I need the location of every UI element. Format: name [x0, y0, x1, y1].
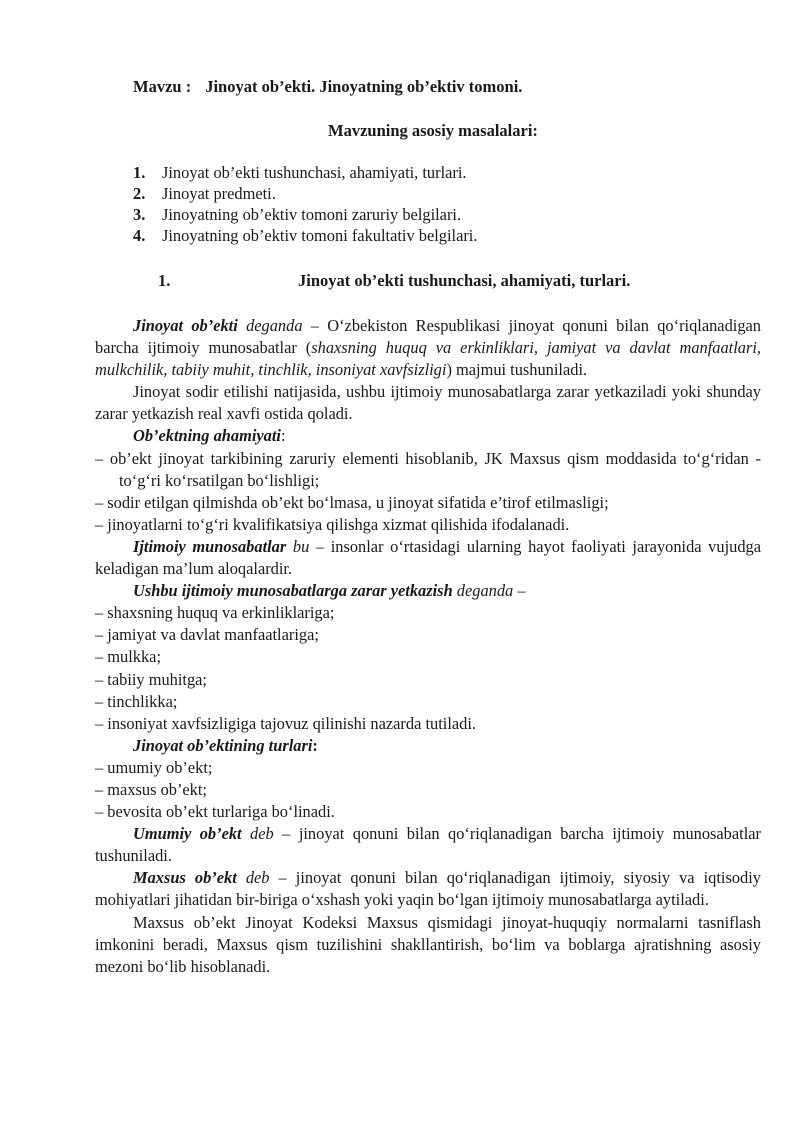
- paragraph-definition: Jinoyat ob’ekti deganda – O‘zbekiston Respublikasi jinoyat qonuni bilan qo‘riqlanadigan barcha ijtimoiy munosabatlar (shaxsning huquq va erkinliklari, jamiyat va davlat manfaatlari, mulkchilik, tabiiy muhit, tinchlik, insoniyat xavfsizligi) majmui tushuniladi.: [95, 316, 761, 380]
- questions-list: [133, 162, 477, 246]
- list-item: 2. Jinoyat predmeti.: [133, 184, 276, 203]
- types-heading: Jinoyat ob’ektining turlari:: [133, 735, 318, 755]
- list-item: – tabiiy muhitga;: [95, 669, 207, 689]
- topic-label: Mavzu :: [133, 77, 192, 96]
- list-item: – maxsus ob’ekt;: [95, 779, 207, 799]
- list-item: 1. Jinoyat ob’ekti tushunchasi, ahamiyati, turlari.: [133, 163, 467, 182]
- list-item: – mulkka;: [95, 647, 162, 667]
- topic-title: [133, 77, 522, 97]
- list-item: – jamiyat va davlat manfaatlariga;: [95, 625, 319, 645]
- list-item: – tinchlikka;: [95, 691, 178, 711]
- list-item: – bevosita ob’ekt turlariga bo‘linadi.: [95, 802, 335, 822]
- list-item: 3. Jinoyatning ob’ektiv tomoni zaruriy belgilari.: [133, 205, 462, 224]
- list-item: – ob’ekt jinoyat tarkibining zaruriy elementi hisoblanib, JK Maxsus qism moddasida to‘g‘ridan - to‘g‘ri ko‘rsatilgan bo‘lishligi;: [95, 448, 761, 490]
- list-item: – shaxsning huquq va erkinliklariga;: [95, 603, 335, 623]
- section-title: Jinoyat ob’ekti tushunchasi, ahamiyati, turlari.: [298, 271, 631, 290]
- paragraph-classification: Maxsus ob’ekt Jinoyat Kodeksi Maxsus qismidagi jinoyat-huquqiy normalarni tasniflash imkonini beradi, Maxsus qism tuzilishini shakllantirish, bo‘lim va boblarga ajratishning asosiy mezoni bo‘lib hisoblanadi.: [95, 912, 761, 976]
- harm-heading: Ushbu ijtimoiy munosabatlarga zarar yetkazish deganda –: [133, 581, 526, 601]
- main-questions-heading: Mavzuning asosiy masalalari:: [328, 121, 538, 140]
- paragraph-general-object: Umumiy ob’ekt deb – jinoyat qonuni bilan qo‘riqlanadigan barcha ijtimoiy munosabatlar tushuniladi.: [95, 824, 761, 866]
- significance-heading: Ob’ektning ahamiyati:: [133, 426, 286, 446]
- document-body: [95, 315, 761, 978]
- list-item: – jinoyatlarni to‘g‘ri kvalifikatsiya qilishga xizmat qilishida ifodalanadi.: [95, 514, 570, 534]
- list-item: – sodir etilgan qilmishda ob’ekt bo‘lmasa, u jinoyat sifatida e’tirof etilmasligi;: [95, 492, 609, 512]
- list-item: – insoniyat xavfsizligiga tajovuz qilinishi nazarda tutiladi.: [95, 713, 476, 733]
- paragraph-harm: Jinoyat sodir etilishi natijasida, ushbu ijtimoiy munosabatlarga zarar yetkaziladi yoki shunday zarar yetkazish real xavfi ostida qoladi.: [95, 382, 761, 424]
- section-number: 1.: [158, 271, 171, 290]
- list-item: – umumiy ob’ekt;: [95, 757, 213, 777]
- topic-text: Jinoyat ob’ekti. Jinoyatning ob’ektiv tomoni.: [205, 77, 523, 96]
- list-item: 4. Jinoyatning ob’ektiv tomoni fakultativ belgilari.: [133, 226, 478, 245]
- paragraph-social-relations: Ijtimoiy munosabatlar bu – insonlar o‘rtasidagi ularning hayot faoliyati jarayonida vujudga keladigan ma’lum aloqalardir.: [95, 536, 761, 579]
- paragraph-special-object: Maxsus ob’ekt deb – jinoyat qonuni bilan qo‘riqlanadigan ijtimoiy, siyosiy va iqtisodiy mohiyatlari jihatidan bir-biriga o‘xshash yoki yaqin bo‘lgan ijtimoiy munosabatlarga aytiladi.: [95, 868, 761, 910]
